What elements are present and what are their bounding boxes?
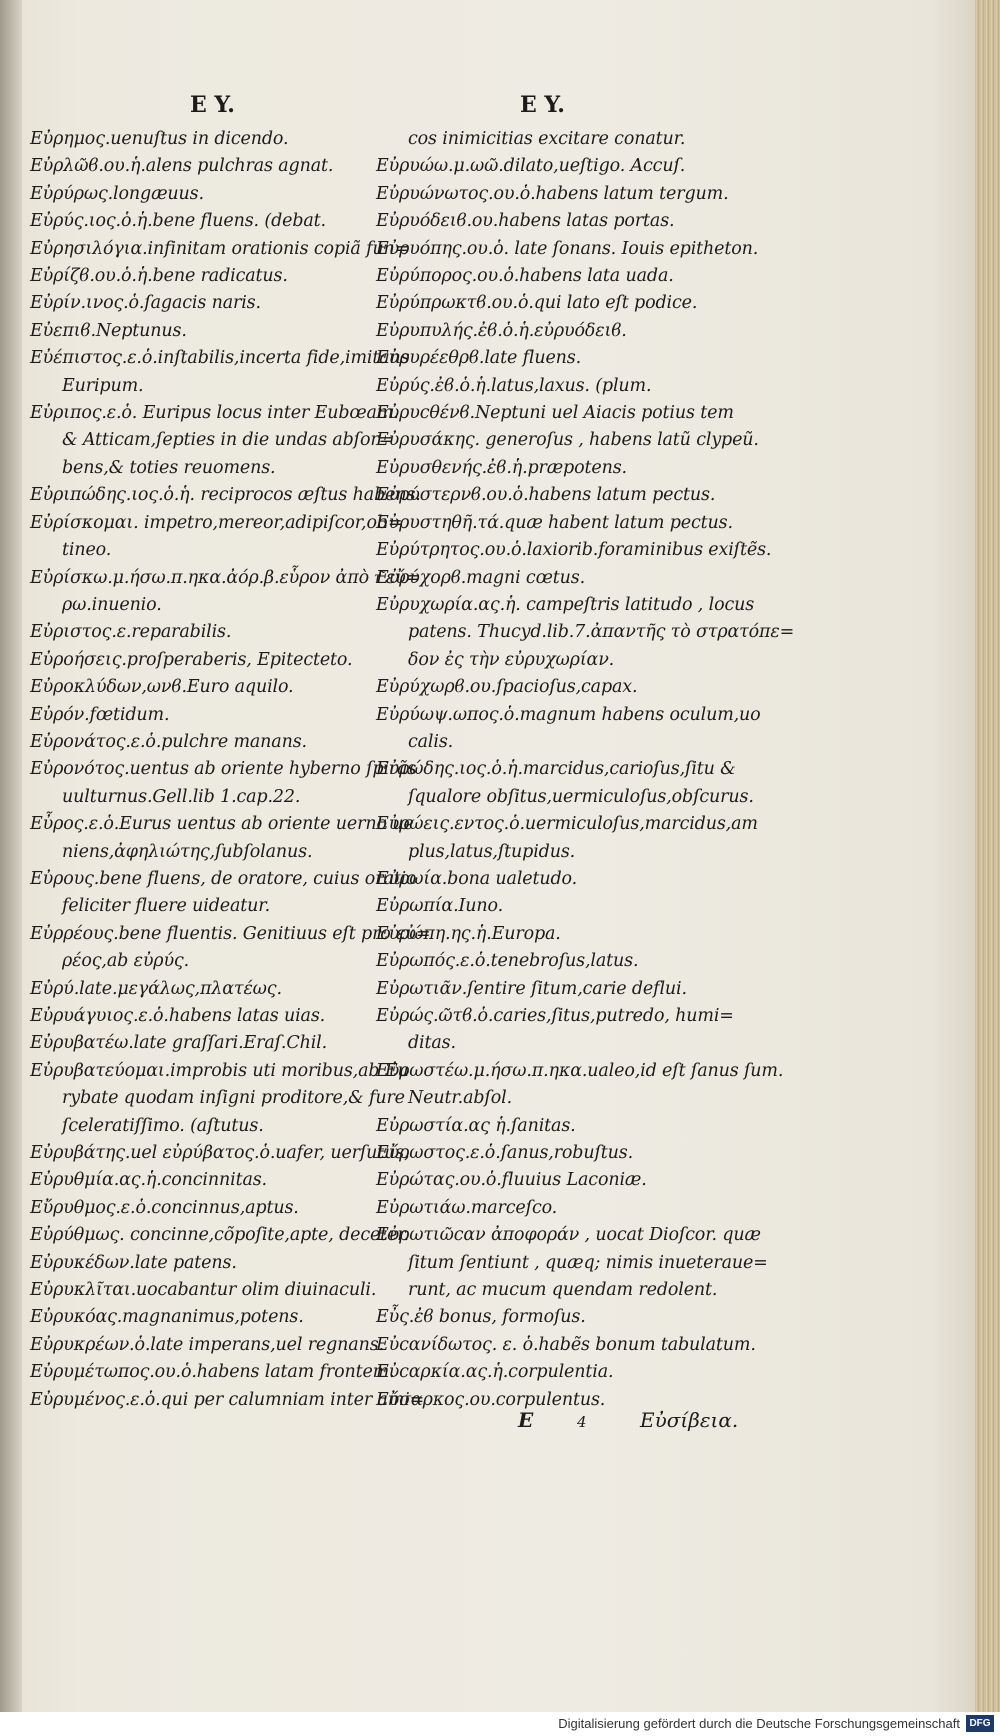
entry-line: Εὐρώς.ῶτϐ.ὁ.caries,ſitus,putredo, humi=: [376, 1006, 734, 1026]
signature-mark: E: [518, 1408, 534, 1432]
entry-line: Εὐρυκέδων.late patens.: [30, 1252, 237, 1273]
entry-line: Εὐϲανίδωτος. ε. ὁ.habẽs bonum tabulatum.: [376, 1334, 756, 1355]
entry-line: rybate quodam inſigni proditore,& fure: [62, 1088, 405, 1109]
entry-line: uulturnus.Gell.lib 1.cap.22.: [62, 786, 301, 807]
entry-line: Εὐέπιστος.ε.ὁ.inſtabilis,incerta fide,imitans: [30, 348, 410, 369]
entry-line: Εὐρύς.ἐϐ.ὁ.ἡ.latus,laxus. (plum.: [376, 375, 652, 396]
entry-line: Εὖς.ἐϐ bonus, formoſus.: [376, 1307, 586, 1328]
entry-line: ſceleratiſſimo. (aſtutus.: [62, 1115, 264, 1136]
entry-line: Εὐρονάτος.ε.ὁ.pulchre manans.: [30, 731, 307, 752]
entry-line: Εὐρυβατεύομαι.improbis uti moribus,ab Eu: [30, 1060, 409, 1081]
entry-line: Εὐρίσκομαι. impetro,mereor,adipiſcor,ob=: [30, 512, 403, 533]
entry-line: Εὔρωστος.ε.ὁ.ſanus,robuſtus.: [376, 1143, 634, 1164]
entry-line: Εὐρυώω.μ.ωῶ.dilato,ueſtigo. Accuſ.: [376, 156, 686, 177]
entry-line: Εὐρώεις.εντος.ὁ.uermiculoſus,marcidus,am: [376, 814, 758, 835]
entry-line: Εὐρωπία.Iuno.: [376, 896, 504, 917]
entry-line: runt, ac mucum quendam redolent.: [408, 1280, 718, 1301]
entry-line: ſitum ſentiunt , quæq; nimis inueteraue=: [408, 1252, 768, 1273]
entry-line: Εὐρυόδειϐ.ου.habens latas portas.: [376, 211, 675, 232]
entry-line: Εὐρυρέεθρϐ.late fluens.: [376, 348, 582, 369]
entry-line: Εὐρυβάτης.uel εὐρύβατος.ὁ.uafer, uerſutus,: [30, 1143, 410, 1164]
entry-line: Εὐριπος.ε.ὁ. Euripus locus inter Eubœam.: [30, 403, 399, 424]
entry-line: ſqualore obſitus,uermiculoſus,obſcurus.: [408, 786, 754, 807]
entry-line: Εὐρυσθενής.ἐϐ.ἡ.præpotens.: [376, 457, 627, 478]
entry-line: Neutr.abſol.: [408, 1088, 512, 1109]
dfg-logo-icon: DFG: [966, 1715, 994, 1732]
running-head-left: E Y.: [190, 92, 235, 118]
entry-line: Εὐρωστία.ας ἡ.ſanitas.: [376, 1115, 576, 1136]
entry-line: plus,latus,ſtupidus.: [408, 841, 576, 862]
entry-line: Εὐρίζϐ.ου.ὁ.ἡ.bene radicatus.: [30, 266, 288, 287]
entry-line: Εὐρώτας.ου.ὁ.fluuius Laconiæ.: [376, 1170, 647, 1191]
entry-line: Εὐρυπυλής.ἐϐ.ὁ.ἡ.εὐρυόδειϐ.: [376, 320, 627, 341]
catchword: Εὐσίβεια.: [640, 1408, 739, 1432]
entry-line: Εὐρρέους.bene fluentis. Genitiuus eſt pro εὐ=: [30, 923, 431, 944]
entry-line: Εὐρώπη.ης.ἡ.Europa.: [376, 923, 561, 944]
entry-line: Εὐρωστέω.μ.ήσω.π.ηκα.ualeo,id eſt ſanus ſum.: [376, 1060, 784, 1081]
entry-line: Εὐρυσάκης. generoſus , habens latũ clypeũ.: [376, 430, 759, 451]
entry-line: Εὐρύτρητος.ου.ὁ.laxiorib.foraminibus exiſtẽs.: [376, 540, 772, 561]
entry-line: ρω.inuenio.: [62, 594, 162, 615]
right-column: [376, 126, 795, 1414]
entry-line: Εὐρυκρέων.ὁ.late imperans,uel regnans.: [30, 1334, 384, 1355]
entry-line: Εὐρώδης.ιος.ὁ.ἡ.marcidus,carioſus,ſitu &: [376, 759, 736, 780]
entry-line: Εὐρυκόας.magnanimus,potens.: [30, 1307, 304, 1328]
entry-line: Εὐρωπός.ε.ὁ.tenebroſus,latus.: [376, 951, 639, 972]
entry-line: Εὐρυώνωτος.ου.ὁ.habens latum tergum.: [376, 183, 729, 204]
entry-line: Εὐρυάγυιος.ε.ὁ.habens latas uias.: [30, 1006, 326, 1026]
entry-line: Εὐρύρως.longæuus.: [30, 183, 204, 204]
entry-line: Εὐρυβατέω.late graſſari.Eraſ.Chil.: [30, 1033, 328, 1054]
entry-line: Εὐρυμένος.ε.ὁ.qui per calumniam inter ami=: [30, 1389, 425, 1410]
entry-line: Εὐριστος.ε.reparabilis.: [30, 622, 232, 643]
entry-line: tineo.: [62, 540, 112, 561]
entry-line: Εὐριπώδης.ιος.ὁ.ἡ. reciprocos æſtus habens.: [30, 485, 421, 506]
entry-line: Εὐρύς.ιος.ὁ.ἡ.bene fluens. (debat.: [30, 211, 326, 232]
entry-line: Εὐρύστερνϐ.ου.ὁ.habens latum pectus.: [376, 485, 716, 506]
entry-line: Εὐρύχωρϐ.ου.ſpacioſus,capax.: [376, 677, 638, 698]
entry-line: Εὐρημος.uenuſtus in dicendo.: [30, 129, 289, 149]
entry-line: cos inimicitias excitare conatur.: [408, 129, 686, 149]
entry-line: Εὐροήσεις.proſperaberis, Epitecteto.: [30, 649, 353, 670]
entry-line: Εὐρυόπης.ου.ὁ. late ſonans. Iouis epitheton.: [376, 238, 759, 259]
entry-line: Εὐρύθμως. concinne,cõpoſite,apte, deceter.: [30, 1225, 409, 1246]
entry-line: Εὐρωτιῶϲαν ἀποφοράν , uocat Dioſcor. quæ: [376, 1225, 761, 1246]
entry-line: patens. Thucyd.lib.7.ἀπαντῆς τὸ στρατόπε=: [408, 622, 795, 643]
entry-line: Εὐρύπρωκτϐ.ου.ὁ.qui lato eſt podice.: [376, 293, 698, 314]
entry-line: Εὐρυϲθένϐ.Neptuni uel Aiacis potius tem: [376, 403, 734, 424]
entry-line: Euripum.: [62, 375, 144, 396]
running-head-right: E Y.: [520, 92, 565, 118]
entry-line: Εὐρωία.bona ualetudo.: [376, 868, 578, 889]
entry-line: Εὐρυστηθῆ.τά.quæ habent latum pectus.: [376, 512, 733, 533]
book-spine-shadow: [0, 0, 22, 1736]
entry-line: Εὐρίσκω.μ.ήσω.π.ηκα.ἀόρ.β.εὗρον ἀπὸ τ͂ εὔ=: [30, 567, 421, 588]
entry-line: Εὐρυκλῖται.uocabantur olim diuinaculi.: [30, 1280, 377, 1301]
entry-line: calis.: [408, 731, 454, 752]
entry-line: bens,& toties reuomens.: [62, 457, 276, 478]
entry-line: Εὐροκλύδων,ωνϐ.Euro aquilo.: [30, 677, 294, 698]
entry-line: Εὐεπιϐ.Neptunus.: [30, 320, 187, 341]
entry-line: Εὐρονότος.uentus ab oriente hyberno ſpirãs: [30, 759, 417, 780]
entry-line: Εὖρος.ε.ὁ.Eurus uentus ab oriente uerno ue: [30, 814, 414, 835]
entry-line: Εὐρύωψ.ωπος.ὁ.magnum habens oculum,uo: [376, 704, 761, 725]
digitization-banner: [0, 1712, 1000, 1736]
entry-line: Εὐρόν.fœtidum.: [30, 704, 170, 725]
entry-line: feliciter fluere uideatur.: [62, 896, 270, 917]
entry-line: Εὐρυμέτωπος.ου.ὁ.habens latam frontem.: [30, 1362, 395, 1383]
page-fore-edge: [975, 0, 1000, 1736]
entry-line: Εὐρύπορος.ου.ὁ.habens lata uada.: [376, 266, 674, 287]
entry-line: ρέος,ab εὐρύς.: [62, 951, 189, 972]
entry-line: niens,ἀφηλιώτης,ſubſolanus.: [62, 841, 313, 862]
entry-line: Εὐρωτιάω.marceſco.: [376, 1197, 558, 1218]
entry-line: Εὔρυθμος.ε.ὁ.concinnus,aptus.: [30, 1197, 299, 1218]
entry-line: Εὐρύχορϐ.magni cœtus.: [376, 567, 585, 588]
entry-line: Εὐρυθμία.ας.ἡ.concinnitas.: [30, 1170, 267, 1191]
entry-line: Εὐρησιλόγια.infinitam orationis copiã fun=: [30, 238, 410, 259]
entry-line: Εὐϲαρκία.ας.ἡ.corpulentia.: [376, 1362, 614, 1383]
entry-line: Εὐρύ.late.μεγάλως,πλατέως.: [30, 978, 282, 999]
digitization-note: Digitalisierung gefördert durch die Deutsche Forschungsgemeinschaft: [558, 1716, 960, 1731]
signature-number: 4: [577, 1413, 587, 1431]
entry-line: Εὔσαρκος.ου.corpulentus.: [376, 1389, 606, 1410]
entry-line: & Atticam,ſepties in die undas abſor=: [62, 430, 394, 451]
entry-line: δον ἐς τὴν εὐρυχωρίαν.: [408, 649, 615, 670]
entry-line: Εὐρλῶϐ.ου.ἡ.alens pulchras agnat.: [30, 156, 334, 177]
entry-line: Εὐρυχωρία.ας.ἡ. campeſtris latitudo , locus: [376, 594, 755, 615]
entry-line: ditas.: [408, 1033, 456, 1054]
entry-line: Εὐρίν.ινος.ὁ.ſagacis naris.: [30, 293, 261, 314]
entry-line: Εὐρωτιᾶν.ſentire ſitum,carie deflui.: [376, 978, 687, 999]
entry-line: Εὐρους.bene fluens, de oratore, cuius oratio: [30, 868, 417, 889]
